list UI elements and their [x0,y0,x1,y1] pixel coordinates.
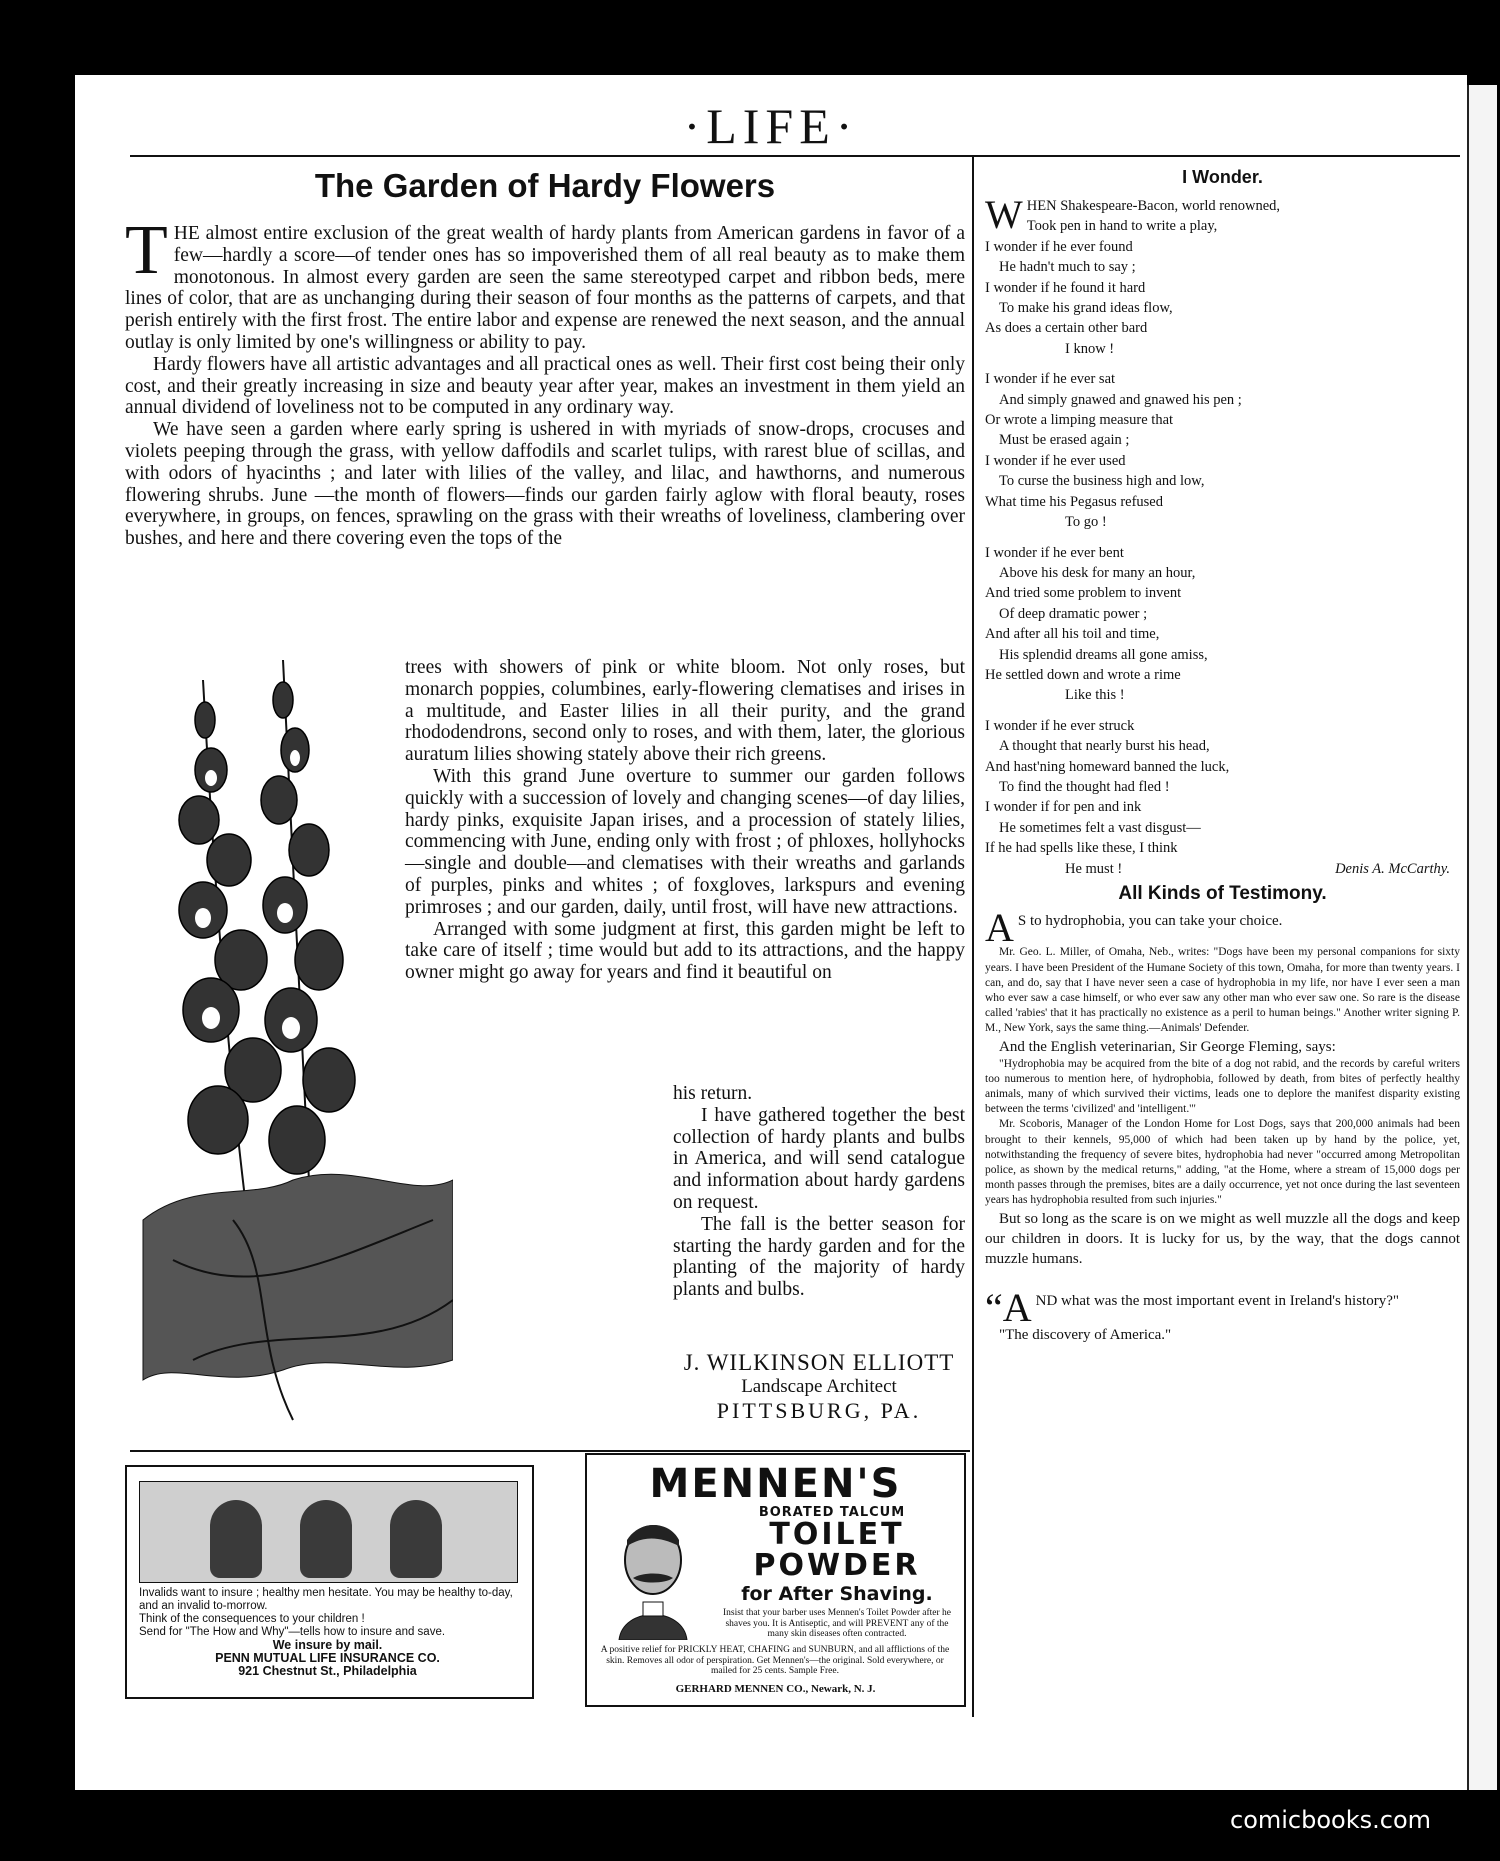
drop-cap: A [985,905,1014,951]
column-divider [972,157,974,1717]
poem-line: I wonder if he ever sat [985,371,1116,388]
mennen-product: TOILET POWDER [753,1517,921,1583]
testimony-paragraph: And the English veterinarian, Sir George Fleming, says: [999,1038,1336,1055]
article-paragraph: I have gathered together the best collection of hardy plants and bulbs in America, and will send catalogue and information about hardy gardens on request. [673,1104,965,1213]
insurance-ad-text: Invalids want to insure ; healthy men hesitate. You may be healthy to-day, and an invalid to-morrow. Think of the consequences to your children ! Send for "The How and Why"—tells how to insure and save. We insure by mail. PENN MUTUAL LIFE INSURANCE CO. 921 Chestnut St., Philadelphia [139,1587,513,1678]
signature-name: J. WILKINSON ELLIOTT [683,1350,955,1375]
magazine-page [75,75,1467,1790]
mennen-tagline: for After Shaving. [741,1583,933,1605]
children-photo [139,1481,518,1583]
drop-cap: “A [985,1284,1032,1330]
poem-line: I wonder if he ever struck [985,717,1135,734]
mennen-company: GERHARD MENNEN CO., Newark, N. J. [675,1683,876,1695]
poem-line: To go ! [1065,514,1107,531]
poem-line: I wonder if for pen and ink [985,799,1142,816]
poem-line: Like this ! [1065,687,1125,704]
article-rule [130,1450,970,1452]
poem-line: A thought that nearly burst his head, [999,738,1210,755]
poem-line: To make his grand ideas flow, [999,300,1173,317]
insurance-ad [125,1465,534,1699]
poem-stanza [985,716,1460,879]
poem-line: He hadn't much to say ; [999,259,1136,276]
poem-line: And after all his toil and time, [985,626,1160,643]
poem-line: His splendid dreams all gone amiss, [999,646,1208,663]
poem-line: I know ! [1065,340,1115,357]
testimony-body [985,1057,1460,1209]
mennen-brand: MENNEN'S [649,1461,902,1507]
poem-line: As does a certain other bard [985,320,1148,337]
article-paragraph: Hardy flowers have all artistic advantages and all practical ones as well. Their first cost being their only cost, and their greatly increasing in size and beauty year after year, makes an investment in them yield an annual dividend of loveliness not to be computed in any ordinary way. [125,353,965,419]
testimony-title: All Kinds of Testimony. [1118,883,1327,905]
child-figure [390,1500,442,1578]
poem-line: And simply gnawed and gnawed his pen ; [999,391,1242,408]
article-body-wrap [405,657,965,984]
signature-role: Landscape Architect [741,1376,897,1397]
joke-answer: "The discovery of America." [999,1326,1172,1343]
poem-line: Of deep dramatic power ; [999,605,1148,622]
mennen-copy-2: A positive relief for PRICKLY HEAT, CHAFING and SUNBURN, and all afflictions of the skin. Removes all odor of perspiration. Get Mennen's—the original. Sold everywhere, or mailed for 25 cents. Sample Free. [600,1645,950,1676]
poem-line: And tried some problem to invent [985,585,1182,602]
poem-title: I Wonder. [1182,167,1263,187]
poem-line: He must ! [1065,860,1123,877]
poem-author: Denis A. McCarthy. [1335,861,1450,877]
poem-line: Took pen in hand to write a play, [1026,218,1218,235]
poem-line: He sometimes felt a vast disgust— [999,819,1201,836]
poem-line: If he had spells like these, I think [985,840,1178,857]
article-body-narrow [673,1083,965,1301]
testimony-paragraph: "Hydrophobia may be acquired from the bite of a dog not rabid, and the records by careful writers too numerous to mention here, of hydrophobia, followed by death, from bites of perfectly healthy animals, many of which survived their victims, leads one to deplore the manifest disparity existing between the terms 'civilized' and 'intelligent.'" [985,1057,1460,1116]
testimony-body [985,1209,1460,1269]
garden-article [125,167,965,550]
testimony-body [985,945,1460,1036]
poem-line: I wonder if he ever bent [985,544,1124,561]
testimony-paragraph: Mr. Scoboris, Manager of the London Home for Lost Dogs, says that 200,000 animals had been brought to their kennels, 95,000 of which had been taken up by hand by the police, yet, notwithstanding the frequency of severe bites, hydrophobia had never "occurred among Metropolitan police, as shown by the medical returns," adding, "at the Home, where a stream of 15,000 dogs per month passes through the premises, bites are a daily occurrence, yet not once during the last seventeen years has hydrophobia resulted from such injuries." [985,1118,1460,1207]
poem-line: Must be erased again ; [999,432,1130,449]
header-rule [130,155,1460,157]
testimony-body [985,1037,1460,1057]
watermark: comicbooks.com [1230,1806,1432,1834]
article-paragraph: The fall is the better season for starting the hardy garden and for the planting of the majority of hardy plants and bulbs. [673,1213,965,1301]
mennen-sub: BORATED TALCUM [758,1505,906,1520]
poem-line: He settled down and wrote a rime [985,666,1181,683]
poem-stanza [985,192,1460,359]
article-paragraph: his return. [673,1083,753,1104]
man-portrait [599,1510,707,1640]
poem-line: I wonder if he ever used [985,452,1126,469]
poem-stanza [985,543,1460,706]
masthead: ·LIFE· [683,98,859,154]
article-paragraph: THE almost entire exclusion of the great wealth of hardy plants from American gardens in favor of a few—hardly a score—of tender ones has so impoverished them of all real beauty as to make them monotonous. In almost every garden are seen the same stereotyped carpet and ribbon beds, mere lines of color, that are as unchanging during their season of four months as the patterns of carpets, and that perish entirely with the first frost. The entire labor and expense are renewed the next season, and the annual outlay is only limited by one's willingness or ability to pay. [125,212,965,353]
drop-cap: T [125,212,168,289]
mennen-copy: Insist that your barber uses Mennen's Toilet Powder after he shaves you. It is Antiseptic, and will PREVENT any of the many skin diseases often contracted. [722,1608,952,1639]
article-paragraph: Arranged with some judgment at first, this garden might be left to take care of itself ; time would but add to its attractions, and the happy owner might go away for years and find it beautiful on [405,918,965,984]
article-body-top [125,212,965,550]
next-page-edge [1467,85,1497,1790]
poem-line: I wonder if he found it hard [985,279,1146,296]
mennen-ad [585,1453,966,1707]
drop-cap: W [985,192,1023,237]
poem-line: And hast'ning homeward banned the luck, [985,758,1230,775]
testimony-lead: A S to hydrophobia, you can take your choice. [985,905,1283,951]
poem-line: I wonder if he ever found [985,238,1133,255]
poem-stanza [985,369,1460,532]
poem-line: Above his desk for many an hour, [999,564,1196,581]
poem-line: What time his Pegasus refused [985,493,1163,510]
article-title: The Garden of Hardy Flowers [314,167,776,204]
child-figure [210,1500,262,1578]
poem-body [985,192,1460,879]
right-column [985,167,1460,1345]
poem-line: To find the thought had fled ! [999,778,1170,795]
poem-line: Or wrote a limping measure that [985,412,1174,429]
testimony-paragraph: But so long as the scare is on we might as well muzzle all the dogs and keep our children in doors. It is lucky for us, by the way, that the dogs cannot muzzle humans. [985,1210,1460,1267]
article-paragraph: With this grand June overture to summer our garden follows quickly with a succession of lovely and changing scenes—of day lilies, hardy pinks, exquisite Japan irises, and a procession of stately lilies, commencing with June, ending only with frost ; of phloxes, hollyhocks—single and double—and clematises with their wreaths and garlands of purples, pinks and whites ; of foxgloves, larkspurs and evening primroses ; and our garden, daily, until frost, will have new attractions. [405,765,965,918]
child-figure [300,1500,352,1578]
article-paragraph: We have seen a garden where early spring is ushered in with myriads of snow-drops, crocuses and violets peeping through the grass, with yellow daffodils and scarlet tulips, with rarest blue of scillas, and with odors of hyacinths ; and later with lilies of the valley, and lilac, and hawthorns, and numerous flowering shrubs. June —the month of flowers—finds our garden fairly aglow with floral beauty, roses everywhere, in groups, on fences, sprawling on the grass with their wreaths of loveliness, clambering over bushes, and here and there covering even the tops of the [125,419,965,550]
article-signature [673,1350,965,1424]
poem-line: WHEN Shakespeare-Bacon, world renowned, [985,192,1281,237]
article-paragraph: trees with showers of pink or white bloom. Not only roses, but monarch poppies, columbines, early-flowering clematises and irises in a multitude, and Easter lilies in all their purity, and the grand rhododendrons, second only to roses, and with them, later, the glorious auratum lilies showing stately above their rich greens. [405,657,965,766]
signature-city: PITTSBURG, PA. [716,1398,922,1423]
testimony-paragraph: Mr. Geo. L. Miller, of Omaha, Neb., writes: "Dogs have been my personal companions for sixty years. I have been President of the Humane Society of this town, Omaha, for more than twenty years. I can, and do, say that I have never seen a case of hydrophobia in my life, nor have I ever seen a man who ever saw a case himself, or who ever saw any other man who ever saw one. So rare is the disease called 'rabies' that it has practically no existence as a peril to human beings." Another writer signing P. M., New York, says the same thing.—Animals' Defender. [985,946,1460,1035]
joke: “AND what was the most important event in Ireland's history?" "The discovery of America." [985,1291,1460,1345]
poem-line: To curse the business high and low, [999,473,1205,490]
